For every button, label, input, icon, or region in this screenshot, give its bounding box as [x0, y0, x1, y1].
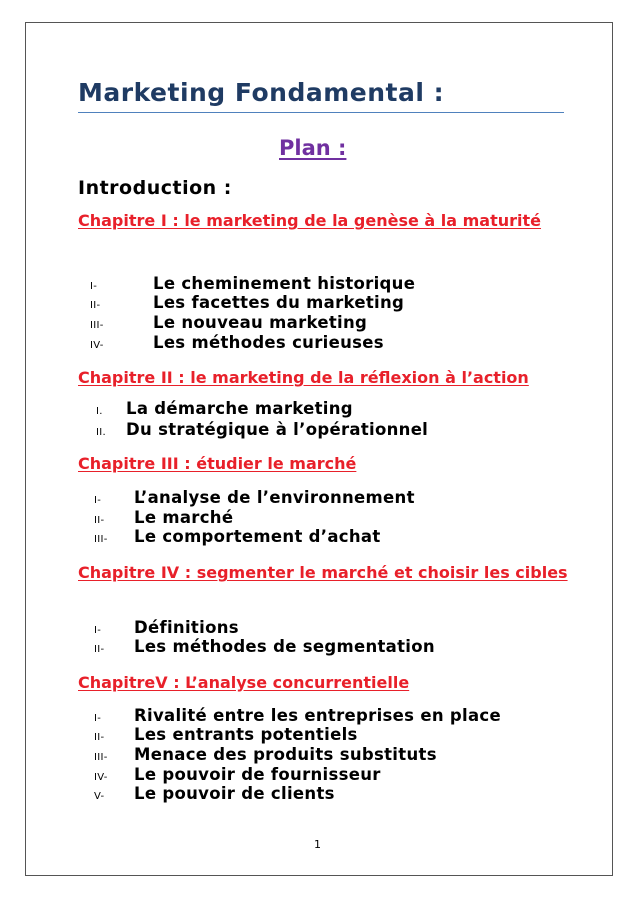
item-text: L’analyse de l’environnement [134, 488, 415, 507]
item-text: Le comportement d’achat [134, 527, 381, 546]
item-number: I- [94, 625, 102, 636]
item-number: II- [94, 515, 105, 526]
item-number: I- [90, 281, 98, 292]
title-rule [78, 112, 564, 113]
list-item [94, 745, 437, 765]
chapter-title: Chapitre I : le marketing de la genèse à la maturité [78, 211, 542, 230]
list-item [94, 508, 233, 528]
list-item [90, 313, 367, 333]
list-item [90, 333, 384, 353]
item-number: III- [94, 752, 108, 763]
item-number: I- [94, 495, 102, 506]
list-item [94, 765, 381, 785]
list-item [94, 488, 415, 508]
item-text: Définitions [134, 618, 239, 637]
list-item [94, 725, 358, 745]
list-item [90, 293, 404, 313]
list-item [94, 637, 435, 657]
item-number: V- [94, 791, 105, 802]
list-item [90, 274, 415, 294]
item-number: I. [96, 406, 103, 417]
item-number: IV- [94, 772, 108, 783]
item-text: La démarche marketing [126, 399, 353, 418]
item-text: Les facettes du marketing [153, 293, 405, 312]
chapter-title: Chapitre II : le marketing de la réflexion à l’action [78, 368, 529, 387]
chapter-title: ChapitreV : L’analyse concurrentielle [78, 673, 410, 692]
chapter-title: Chapitre IV : segmenter le marché et choisir les cibles [78, 563, 568, 582]
item-text: Le nouveau marketing [153, 313, 368, 332]
item-text: Le cheminement historique [153, 274, 416, 293]
item-text: Menace des produits substituts [134, 745, 437, 764]
list-item [96, 399, 353, 419]
list-item [94, 618, 239, 638]
item-text: Le marché [134, 508, 234, 527]
chapter-title: Chapitre III : étudier le marché [78, 454, 357, 473]
item-text: Le pouvoir de clients [134, 784, 335, 803]
item-text: Les méthodes curieuses [153, 333, 384, 352]
plan-heading: Plan : [279, 136, 347, 160]
item-text: Du stratégique à l’opérationnel [126, 420, 429, 439]
item-number: II. [96, 427, 106, 438]
list-item [94, 784, 335, 804]
list-item [96, 420, 428, 440]
item-number: I- [94, 713, 102, 724]
item-number: III- [90, 320, 104, 331]
item-text: Le pouvoir de fournisseur [134, 765, 381, 784]
item-number: II- [94, 732, 105, 743]
item-number: III- [94, 534, 108, 545]
introduction-heading: Introduction : [78, 177, 232, 199]
list-item [94, 527, 381, 547]
item-text: Les méthodes de segmentation [134, 637, 435, 656]
item-text: Rivalité entre les entreprises en place [134, 706, 501, 725]
item-text: Les entrants potentiels [134, 725, 358, 744]
item-number: II- [90, 300, 101, 311]
list-item [94, 706, 501, 726]
document-title: Marketing Fondamental : [78, 78, 445, 107]
item-number: IV- [90, 340, 104, 351]
item-number: II- [94, 644, 105, 655]
page-number: 1 [314, 838, 321, 851]
